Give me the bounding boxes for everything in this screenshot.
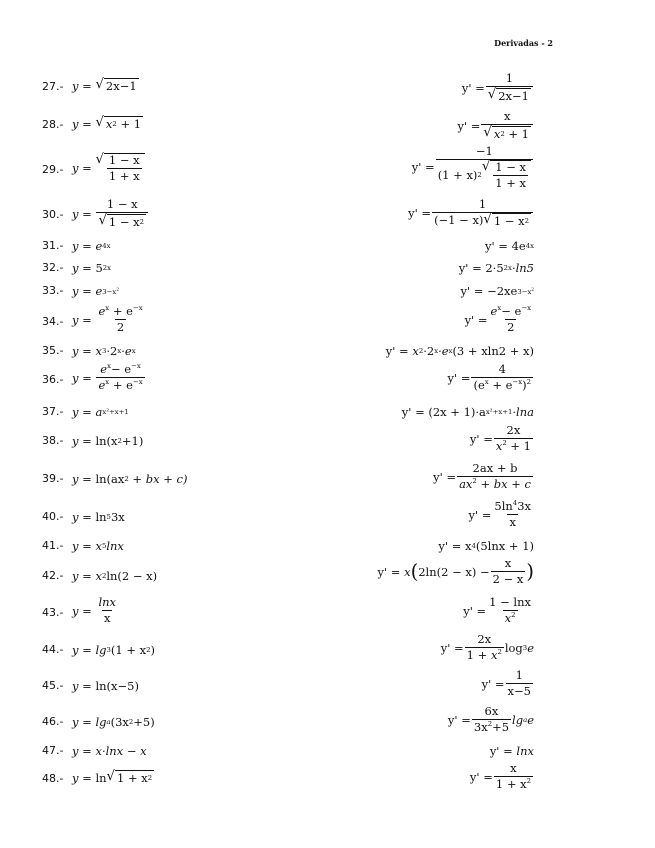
function: y = ln (x 2 +1) bbox=[72, 434, 144, 448]
function: y = e $3-x^2$ bbox=[72, 284, 119, 298]
problem-number: 36.- bbox=[42, 373, 64, 386]
problem-number: 43.- bbox=[42, 606, 64, 619]
problem-number: 38.- bbox=[42, 434, 64, 447]
function: y = √ $\frac{1 - x}{1 + x}$ bbox=[72, 153, 145, 183]
derivative: y' = $\frac{1}{x-5}$ bbox=[481, 668, 531, 698]
problem-number: 45.- bbox=[42, 679, 64, 692]
function: y = √ 2x−1 bbox=[72, 77, 137, 93]
function: y = ln 5 3x bbox=[72, 510, 125, 524]
function: y = √ x 2 + 1 bbox=[72, 115, 142, 131]
derivative: y' = (2x + 1)·a x²+x+1 ·lna bbox=[401, 405, 534, 419]
function: y = x 3 ·2 x ·e x bbox=[72, 344, 136, 358]
function: y = a x²+x+1 bbox=[72, 405, 129, 419]
derivative: y' = 1 (−1 − x) √ 1 − x 2 bbox=[408, 198, 534, 228]
problem-number: 29.- bbox=[42, 163, 64, 176]
derivative: y' = $\frac{e^x- e^{-x}}{2}$ bbox=[464, 304, 531, 334]
problem-number: 47.- bbox=[42, 744, 64, 757]
problem-number: 30.- bbox=[42, 208, 64, 221]
derivative: y' = 4e 4x bbox=[484, 239, 534, 253]
problem-number: 34.- bbox=[42, 315, 64, 328]
derivative: y' = $\frac{5\ln^43x}{x}$ bbox=[468, 499, 531, 529]
derivative: y' = $\frac{2x}{x^2 + 1}$ bbox=[469, 423, 531, 453]
function: y = $\frac{\ln x}{x}$ bbox=[72, 595, 117, 625]
derivative: y' = $\frac{6x}{3x^2+5}$ lg a e bbox=[447, 704, 534, 734]
problem-number: 48.- bbox=[42, 772, 64, 785]
page-header: Derivadas - 2 bbox=[494, 38, 553, 48]
derivative: y' = 2·5 2x ·ln5 bbox=[458, 261, 534, 275]
derivative: y' = $\frac{1 - \ln x}{x^2}$ bbox=[463, 595, 531, 625]
problem-number: 32.- bbox=[42, 261, 64, 274]
function: y = 1 − x √ 1 − x 2 bbox=[72, 198, 149, 229]
derivative: y' = x √ x 2 + 1 bbox=[457, 110, 534, 141]
problem-number: 28.- bbox=[42, 118, 64, 131]
function: y = $\frac{e^x- e^{-x}}{e^x + e^{-x}}$ bbox=[72, 362, 143, 392]
function: y = lg a (3x 2 +5) bbox=[72, 715, 155, 729]
problem-number: 31.- bbox=[42, 239, 64, 252]
function: y = ln √ 1 + x 2 bbox=[72, 769, 153, 785]
derivative: y' = $\frac{2ax + b}{ax^2 + bx + c}$ bbox=[433, 461, 531, 491]
problem-number: 37.- bbox=[42, 405, 64, 418]
derivative: y' = x ( 2ln(2 − x) − $\frac{x}{2 - x}$ ) bbox=[377, 556, 534, 586]
derivative: y' = $\frac{4}{(e^x + e^{-x})^2}$ bbox=[447, 362, 531, 392]
derivative: y' = x 4 (5lnx + 1) bbox=[438, 539, 534, 553]
problem-number: 44.- bbox=[42, 643, 64, 656]
function: y = x·lnx − x bbox=[72, 744, 147, 758]
problem-number: 41.- bbox=[42, 539, 64, 552]
function: y = $\frac{e^x + e^{-x}}{2}$ bbox=[72, 304, 143, 334]
problem-number: 42.- bbox=[42, 569, 64, 582]
problem-number: 46.- bbox=[42, 715, 64, 728]
derivative: y' = x 2 ·2 x ·e x (3 + xln2 + x) bbox=[385, 344, 534, 358]
function: y = ln(x−5) bbox=[72, 679, 139, 693]
derivative: y' = lnx bbox=[489, 744, 534, 758]
problem-number: 40.- bbox=[42, 510, 64, 523]
problem-number: 35.- bbox=[42, 344, 64, 357]
function: y = x 2 ln(2 − x) bbox=[72, 569, 158, 583]
problem-number: 39.- bbox=[42, 472, 64, 485]
derivative: y' = −2xe $3-x^2$ bbox=[460, 284, 534, 298]
derivative: y' = $\frac{x}{1 + x^2}$ bbox=[469, 761, 531, 791]
function: y = x 5 lnx bbox=[72, 539, 124, 553]
derivative: y' = −1 (1 + x) 2 √ $\frac{1 - x}{1 + x}$ bbox=[412, 145, 534, 190]
derivative: y' = $\frac{2x}{1 + x^2}$ log 3 e bbox=[440, 632, 534, 662]
derivative: y' = 1 √ 2x−1 bbox=[462, 72, 534, 103]
problem-number: 33.- bbox=[42, 284, 64, 297]
function: y = ln(ax 2 + bx + c) bbox=[72, 472, 188, 486]
problem-number: 27.- bbox=[42, 80, 64, 93]
function: y = 5 2x bbox=[72, 261, 112, 275]
function: y = e 4x bbox=[72, 239, 111, 253]
function: y = lg 3 (1 + x 2 ) bbox=[72, 643, 156, 657]
